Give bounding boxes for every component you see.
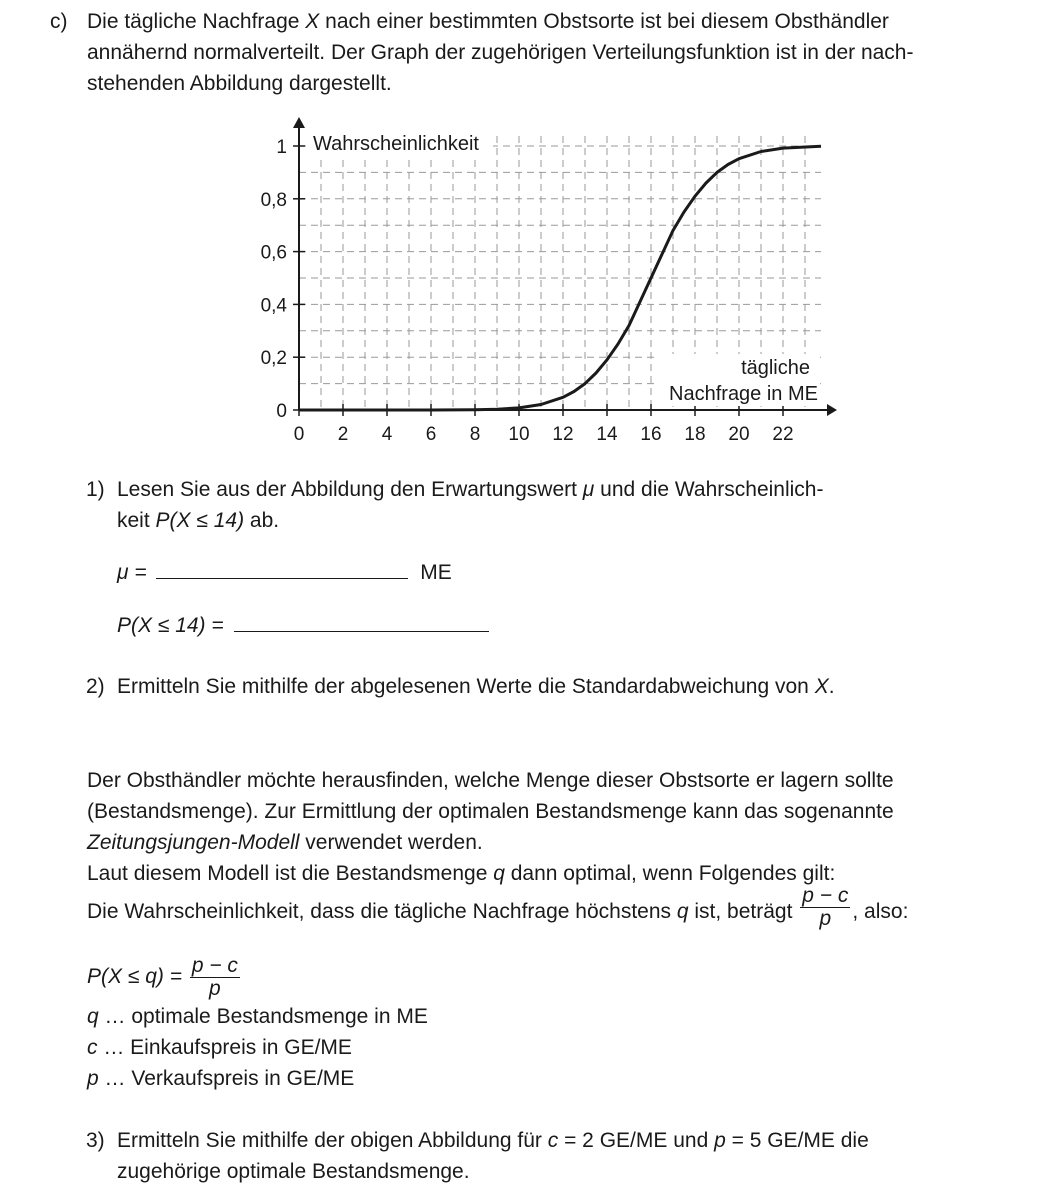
intro-line-3: stehenden Abbildung dargestellt. (87, 72, 392, 95)
y-axis-label: Wahrscheinlichkeit (313, 133, 479, 155)
x-tick-label: 10 (508, 424, 530, 445)
x-tick-label: 18 (684, 424, 706, 445)
p-answer-blank[interactable] (234, 613, 489, 632)
fraction-inline: $\frac{p - c}{p}$ (802, 884, 849, 930)
y-tick-label: 0,6 (260, 242, 287, 264)
x-tick-label: 8 (469, 424, 481, 445)
y-tick-label: 0 (276, 401, 287, 422)
y-tick-label: 0,8 (260, 189, 287, 211)
y-axis-arrow (293, 117, 305, 128)
q2-text: Ermitteln Sie mithilfe der abgelesenen Werte die Standardabweichung von X. (117, 675, 835, 698)
q1-text: Lesen Sie aus der Abbildung den Erwartungswert μ und die Wahrscheinlich- keit P(X ≤ 14) ab. (117, 478, 824, 532)
x-axis-label-line-1: tägliche (741, 357, 810, 379)
x-tick-label: 2 (337, 424, 349, 445)
x-tick-label: 14 (596, 424, 618, 445)
q1-number: 1) (86, 478, 105, 501)
x-axis-arrow (827, 404, 837, 416)
definition-p: p … Verkaufspreis in GE/ME (87, 1067, 355, 1090)
intro-paragraph (87, 6, 987, 99)
x-tick-label: 20 (728, 424, 750, 445)
q2-number: 2) (86, 675, 105, 698)
model-condition-line: Die Wahrscheinlichkeit, dass die tägliche Nachfrage höchstens q ist, beträgt $\frac{p - c}{p}$ , also: (87, 884, 909, 930)
x-axis-label-line-2: Nachfrage in ME (669, 383, 818, 405)
mu-label: μ = (117, 561, 147, 584)
x-tick-label: 16 (640, 424, 662, 445)
q3-number: 3) (86, 1129, 105, 1152)
x-tick-label: 6 (425, 424, 437, 445)
q3-text: Ermitteln Sie mithilfe der obigen Abbildung für c = 2 GE/ME und p = 5 GE/ME die zugehörige optimale Bestandsmenge. (117, 1129, 869, 1183)
model-paragraph: Der Obsthändler möchte herausfinden, welche Menge dieser Obstsorte er lagern sollte (Bestandsmenge). Zur Ermittlung der optimalen Bestandsmenge kann das sogenannte Zeitungsjungen-Modell verwendet werden. Laut diesem Modell ist die Bestandsmenge q dann optimal, wenn Folgendes gilt: Die Wahrscheinlichkeit, dass die tägliche Nachfrage höchstens q ist, beträgt $\frac{p - c}{p}$ , also: (87, 765, 987, 930)
definitions-list (87, 1001, 428, 1094)
section-marker: c) (50, 10, 68, 33)
mu-unit: ME (420, 561, 452, 584)
cdf-chart (240, 112, 840, 452)
mu-answer-blank[interactable] (156, 560, 408, 579)
fraction-formula: $\frac{p - c}{p}$ (191, 954, 238, 1000)
mu-answer-row (117, 557, 452, 588)
intro-line-1: Die tägliche Nachfrage X nach einer bestimmten Obstsorte ist bei diesem Obsthändler (87, 10, 889, 33)
p-label: P(X ≤ 14) = (117, 614, 224, 637)
y-tick-label: 0,4 (260, 295, 287, 317)
y-tick-label: 1 (276, 137, 287, 158)
x-tick-label: 22 (772, 424, 794, 445)
formula: P(X ≤ q) = $\frac{p - c}{p}$ (87, 954, 238, 1000)
definition-q: q … optimale Bestandsmenge in ME (87, 1005, 428, 1028)
definition-c: c … Einkaufspreis in GE/ME (87, 1036, 352, 1059)
x-tick-label: 0 (293, 424, 305, 445)
y-tick-label: 0,2 (260, 348, 287, 370)
intro-line-2: annähernd normalverteilt. Der Graph der zugehörigen Verteilungsfunktion ist in der nach- (87, 41, 914, 64)
p-answer-row (117, 610, 489, 641)
x-tick-label: 12 (552, 424, 574, 445)
x-tick-label: 4 (381, 424, 393, 445)
